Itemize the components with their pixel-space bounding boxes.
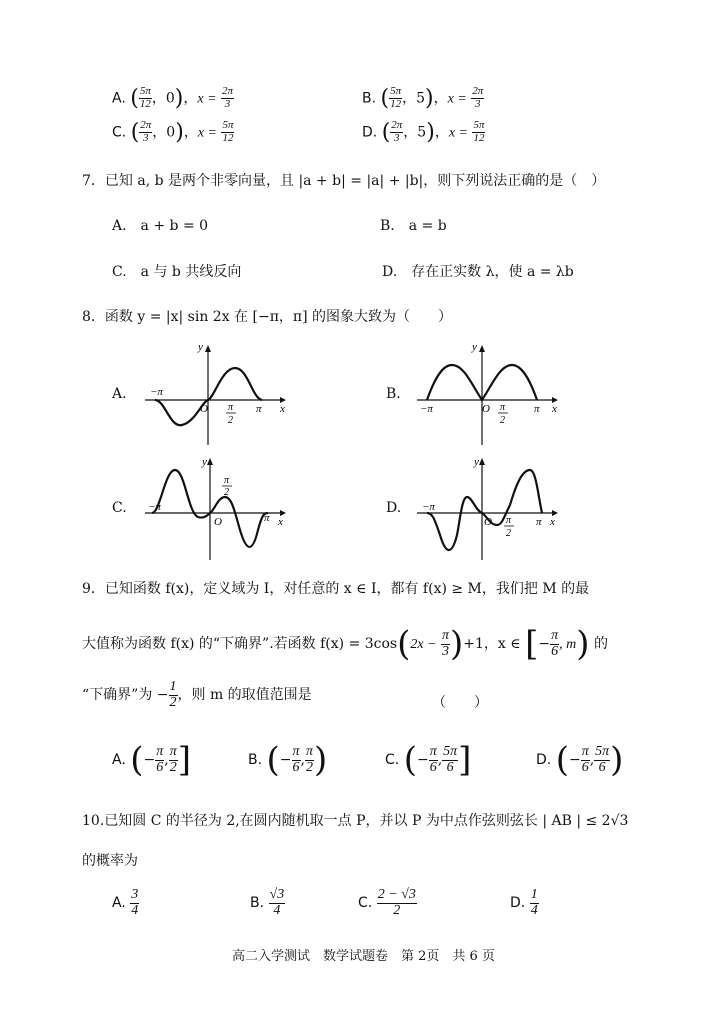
- q9-option-c[interactable]: C. (− $\frac{\pi}{6}$ , $\frac{5\pi}{6}$ ]: [385, 740, 472, 780]
- neg-pi-label: −π: [422, 501, 435, 513]
- q8-graph-a[interactable]: [140, 340, 290, 448]
- y-label: y: [202, 456, 207, 468]
- pi-half-num: π: [224, 475, 230, 486]
- q8-option-d-label[interactable]: D.: [386, 500, 402, 516]
- pi-half-num: π: [500, 402, 506, 413]
- q9-option-a[interactable]: A. (− $\frac{\pi}{6}$ , $\frac{\pi}{2}$ ]: [112, 740, 191, 780]
- q10-option-c[interactable]: C. $\frac{2 - √3}{2}$: [358, 887, 416, 918]
- q8-stem: 8．函数 y = |x| sin 2x 在 [−π，π] 的图象大致为（ ）: [82, 309, 453, 325]
- neg-pi-label: −π: [150, 386, 163, 398]
- q7-option-d[interactable]: D. 存在正实数 λ，使 a = λb: [382, 264, 574, 280]
- q8-graph-c[interactable]: [140, 455, 290, 563]
- pi-label: π: [534, 403, 540, 415]
- y-label: y: [474, 456, 479, 468]
- pi-half-num: π: [228, 402, 234, 413]
- origin-label: O: [484, 516, 492, 528]
- q8-option-c-label[interactable]: C.: [112, 500, 127, 516]
- neg-pi-label: −π: [148, 501, 161, 513]
- x-label: x: [280, 403, 285, 415]
- q9-line-1: 9．已知函数 f(x)，定义域为 I，对任意的 x ∈ I，都有 f(x) ≥ M，我们把 M 的最: [82, 581, 590, 597]
- q8-graph-d[interactable]: [412, 455, 562, 563]
- origin-label: O: [214, 516, 222, 528]
- q6-option-c[interactable]: C. ( $\frac{2\pi}{3}$ ，0)，x = $\frac{5\pi}{12}$: [112, 119, 234, 145]
- q9-line-3: “下确界”为 − $\frac{1}{2}$ ，则 m 的取值范围是: [82, 679, 312, 710]
- x-label: x: [552, 403, 557, 415]
- q9-line-2: 大值称为函数 f(x) 的“下确界”.若函数 f(x) = 3cos(2x − $\frac{\pi}{3}$ )+1，x ∈ [− $\frac{\pi}{6}$ , m) 的: [82, 624, 608, 664]
- q8-option-b-label[interactable]: B.: [386, 386, 401, 402]
- q7-stem: 7．已知 a, b 是两个非零向量，且 |a + b| = |a| + |b|，则下列说法正确的是（ ）: [82, 173, 606, 189]
- y-axis-arrow: [205, 345, 211, 352]
- q9-answer-blank: （ ）: [432, 695, 488, 711]
- q10-option-a[interactable]: A. $\frac{3}{4}$: [112, 887, 139, 918]
- pi-half-den: 2: [224, 487, 229, 498]
- q7-option-b[interactable]: B. a = b: [380, 218, 447, 234]
- q6-option-b[interactable]: B. ( $\frac{5\pi}{12}$ ，5)，x = $\frac{2\pi}{3}$: [362, 85, 484, 111]
- q8-graph-b[interactable]: [412, 340, 562, 448]
- page-footer: 高二入学测试 数学试题卷 第 2页 共 6 页: [232, 949, 495, 964]
- pi-half-den: 2: [506, 528, 511, 539]
- q10-option-d[interactable]: D. $\frac{1}{4}$: [510, 887, 538, 918]
- q10-line-1: 10.已知圆 C 的半径为 2,在圆内随机取一点 P，并以 P 为中点作弦则弦长 | AB | ≤ 2√3: [82, 813, 629, 829]
- x-label: x: [550, 516, 555, 528]
- q10-line-2: 的概率为: [82, 853, 138, 869]
- origin-label: O: [482, 403, 490, 415]
- x-label: x: [278, 516, 283, 528]
- pi-label: π: [264, 512, 270, 524]
- q6-option-d[interactable]: D. ( $\frac{2\pi}{3}$ ，5)，x = $\frac{5\pi}{12}$: [362, 119, 485, 145]
- y-label: y: [472, 341, 477, 353]
- pi-half-num: π: [506, 515, 512, 526]
- y-label: y: [198, 341, 203, 353]
- q7-option-c[interactable]: C. a 与 b 共线反向: [112, 264, 242, 280]
- pi-half-den: 2: [228, 415, 233, 426]
- q6-option-a[interactable]: A. ( $\frac{5\pi}{12}$ ，0)，x = $\frac{2\pi}{3}$: [112, 85, 233, 111]
- q7-option-a[interactable]: A. a + b = 0: [112, 218, 209, 234]
- neg-pi-label: −π: [420, 403, 433, 415]
- q8-option-a-label[interactable]: A.: [112, 386, 127, 402]
- pi-label: π: [536, 516, 542, 528]
- curve: [427, 470, 542, 550]
- q9-option-b[interactable]: B. (− $\frac{\pi}{6}$ , $\frac{\pi}{2}$ ): [248, 740, 328, 780]
- pi-label: π: [256, 403, 262, 415]
- origin-label: O: [200, 403, 208, 415]
- q9-option-d[interactable]: D. (− $\frac{\pi}{6}$ , $\frac{5\pi}{6}$ ): [536, 740, 624, 780]
- pi-half-den: 2: [500, 415, 505, 426]
- q10-option-b[interactable]: B. $\frac{√3}{4}$: [250, 887, 285, 918]
